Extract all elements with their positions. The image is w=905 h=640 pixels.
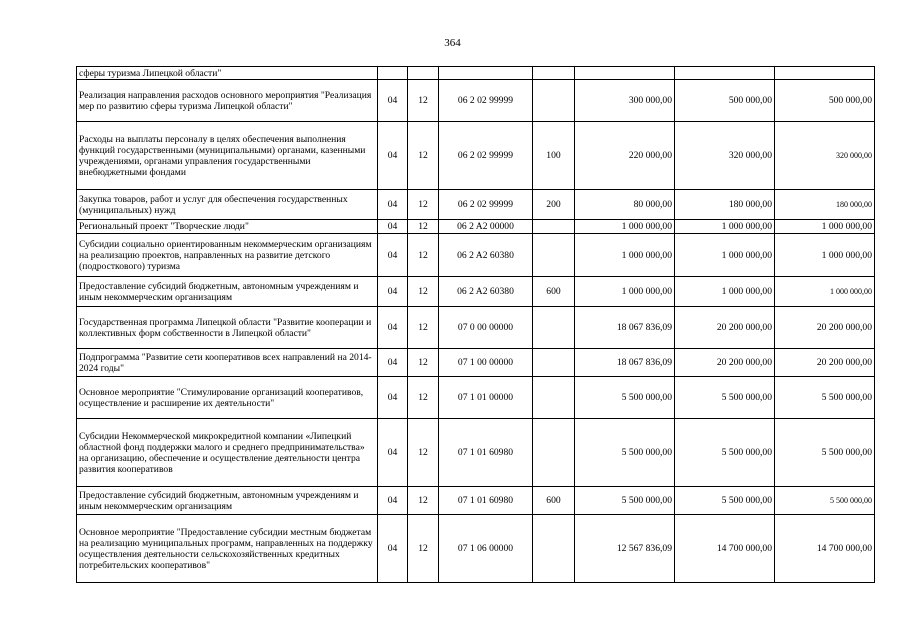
target-article-cell: 06 2 02 99999 — [439, 122, 533, 190]
table-row — [77, 419, 875, 487]
target-article-cell: 06 2 A2 60380 — [439, 277, 533, 307]
amount-year1-cell: 1 000 000,00 — [575, 277, 675, 307]
table-row — [77, 377, 875, 419]
expense-type-cell: 200 — [533, 190, 575, 220]
item-name-cell: Закупка товаров, работ и услуг для обеспечения государственных (муниципальных) нужд — [77, 190, 378, 220]
subsection-code-cell: 12 — [408, 377, 439, 419]
amount-year2-cell: 1 000 000,00 — [675, 220, 775, 234]
table-row — [77, 515, 875, 583]
amount-year1-cell: 5 500 000,00 — [575, 377, 675, 419]
section-code-cell: 04 — [378, 307, 408, 349]
section-code-cell: 04 — [378, 277, 408, 307]
amount-year3-cell: 20 200 000,00 — [775, 349, 875, 377]
section-code-cell: 04 — [378, 80, 408, 122]
expense-type-cell: 600 — [533, 487, 575, 515]
amount-year3-cell: 5 500 000,00 — [775, 377, 875, 419]
item-name-cell: Подпрограмма "Развитие сети кооперативов всех направлений на 2014-2024 годы" — [77, 349, 378, 377]
section-code-cell: 04 — [378, 377, 408, 419]
amount-year1-cell: 5 500 000,00 — [575, 487, 675, 515]
target-article-cell: 07 0 00 00000 — [439, 307, 533, 349]
expense-type-cell — [533, 234, 575, 277]
expense-type-cell — [533, 349, 575, 377]
amount-year2-cell: 20 200 000,00 — [675, 307, 775, 349]
amount-year2-cell: 500 000,00 — [675, 80, 775, 122]
table-row — [77, 80, 875, 122]
amount-year1-cell: 1 000 000,00 — [575, 220, 675, 234]
amount-year2-cell: 20 200 000,00 — [675, 349, 775, 377]
item-name-cell: Субсидии социально ориентированным некоммерческим организациям на реализацию проектов, направленных на развитие детского (подросткового) туризма — [77, 234, 378, 277]
subsection-code-cell: 12 — [408, 515, 439, 583]
target-article-cell: 07 1 06 00000 — [439, 515, 533, 583]
target-article-cell: 07 1 01 60980 — [439, 419, 533, 487]
amount-year3-cell: 5 500 000,00 — [775, 487, 875, 515]
subsection-code-cell: 12 — [408, 277, 439, 307]
table-row — [77, 67, 875, 80]
table-row — [77, 307, 875, 349]
amount-year2-cell: 180 000,00 — [675, 190, 775, 220]
section-code-cell: 04 — [378, 349, 408, 377]
subsection-code-cell: 12 — [408, 190, 439, 220]
target-article-cell: 07 1 01 60980 — [439, 487, 533, 515]
expense-type-cell — [533, 377, 575, 419]
amount-year3-cell: 20 200 000,00 — [775, 307, 875, 349]
section-code-cell: 04 — [378, 220, 408, 234]
target-article-cell: 06 2 02 99999 — [439, 190, 533, 220]
table-row — [77, 349, 875, 377]
item-name-cell: Региональный проект "Творческие люди" — [77, 220, 378, 234]
table-row — [77, 122, 875, 190]
subsection-code-cell: 12 — [408, 80, 439, 122]
table-row — [77, 487, 875, 515]
amount-year2-cell: 1 000 000,00 — [675, 234, 775, 277]
amount-year2-cell: 5 500 000,00 — [675, 487, 775, 515]
amount-year3-cell: 5 500 000,00 — [775, 419, 875, 487]
expense-type-cell — [533, 80, 575, 122]
budget-table-body — [77, 67, 875, 583]
amount-year3-cell: 1 000 000,00 — [775, 277, 875, 307]
item-name-cell: Предоставление субсидий бюджетным, автономным учреждениям и иным некоммерческим организациям — [77, 277, 378, 307]
amount-year2-cell: 14 700 000,00 — [675, 515, 775, 583]
amount-year1-cell: 5 500 000,00 — [575, 419, 675, 487]
target-article-cell: 06 2 A2 60380 — [439, 234, 533, 277]
amount-year3-cell: 500 000,00 — [775, 80, 875, 122]
amount-year3-cell — [775, 67, 875, 80]
section-code-cell: 04 — [378, 419, 408, 487]
page-number: 364 — [444, 37, 461, 49]
amount-year3-cell: 1 000 000,00 — [775, 220, 875, 234]
section-code-cell: 04 — [378, 190, 408, 220]
amount-year2-cell: 320 000,00 — [675, 122, 775, 190]
amount-year1-cell: 220 000,00 — [575, 122, 675, 190]
section-code-cell: 04 — [378, 487, 408, 515]
expense-type-cell: 600 — [533, 277, 575, 307]
amount-year1-cell: 12 567 836,09 — [575, 515, 675, 583]
section-code-cell: 04 — [378, 234, 408, 277]
section-code-cell — [378, 67, 408, 80]
item-name-cell: Основное мероприятие "Стимулирование организаций кооперативов, осуществление и расширение их деятельности" — [77, 377, 378, 419]
target-article-cell: 06 2 02 99999 — [439, 80, 533, 122]
target-article-cell — [439, 67, 533, 80]
amount-year2-cell: 5 500 000,00 — [675, 419, 775, 487]
table-row — [77, 190, 875, 220]
amount-year2-cell: 5 500 000,00 — [675, 377, 775, 419]
expense-type-cell: 100 — [533, 122, 575, 190]
amount-year1-cell: 80 000,00 — [575, 190, 675, 220]
amount-year3-cell: 180 000,00 — [775, 190, 875, 220]
subsection-code-cell: 12 — [408, 419, 439, 487]
expense-type-cell — [533, 220, 575, 234]
subsection-code-cell: 12 — [408, 234, 439, 277]
subsection-code-cell: 12 — [408, 349, 439, 377]
section-code-cell: 04 — [378, 515, 408, 583]
item-name-cell: Расходы на выплаты персоналу в целях обеспечения выполнения функций государственными (муниципальными) органами, казенными учреждениями, органами управления государственными внебюджетными фондами — [77, 122, 378, 190]
table-row — [77, 277, 875, 307]
table-row — [77, 220, 875, 234]
target-article-cell: 07 1 00 00000 — [439, 349, 533, 377]
item-name-cell: сферы туризма Липецкой области" — [77, 67, 378, 80]
amount-year2-cell — [675, 67, 775, 80]
subsection-code-cell: 12 — [408, 220, 439, 234]
expense-type-cell — [533, 307, 575, 349]
item-name-cell: Реализация направления расходов основного мероприятия "Реализация мер по развитию сферы туризма Липецкой области" — [77, 80, 378, 122]
budget-table — [76, 66, 875, 583]
expense-type-cell — [533, 67, 575, 80]
amount-year2-cell: 1 000 000,00 — [675, 277, 775, 307]
amount-year1-cell: 18 067 836,09 — [575, 307, 675, 349]
amount-year1-cell: 18 067 836,09 — [575, 349, 675, 377]
target-article-cell: 06 2 A2 00000 — [439, 220, 533, 234]
amount-year1-cell — [575, 67, 675, 80]
target-article-cell: 07 1 01 00000 — [439, 377, 533, 419]
item-name-cell: Государственная программа Липецкой области "Развитие кооперации и коллективных форм собственности в Липецкой области" — [77, 307, 378, 349]
subsection-code-cell: 12 — [408, 122, 439, 190]
item-name-cell: Предоставление субсидий бюджетным, автономным учреждениям и иным некоммерческим организациям — [77, 487, 378, 515]
item-name-cell: Основное мероприятие "Предоставление субсидии местным бюджетам на реализацию муниципальных программ, направленных на поддержку осуществления деятельности сельскохозяйственных кредитных потребительских кооперативов" — [77, 515, 378, 583]
subsection-code-cell: 12 — [408, 307, 439, 349]
table-row — [77, 234, 875, 277]
expense-type-cell — [533, 419, 575, 487]
amount-year1-cell: 300 000,00 — [575, 80, 675, 122]
item-name-cell: Субсидии Некоммерческой микрокредитной компании «Липецкий областной фонд поддержки малого и среднего предпринимательства» на организацию, обеспечение и осуществление деятельности центра развития кооперативов — [77, 419, 378, 487]
amount-year3-cell: 14 700 000,00 — [775, 515, 875, 583]
section-code-cell: 04 — [378, 122, 408, 190]
subsection-code-cell: 12 — [408, 487, 439, 515]
expense-type-cell — [533, 515, 575, 583]
amount-year3-cell: 1 000 000,00 — [775, 234, 875, 277]
amount-year3-cell: 320 000,00 — [775, 122, 875, 190]
subsection-code-cell — [408, 67, 439, 80]
amount-year1-cell: 1 000 000,00 — [575, 234, 675, 277]
